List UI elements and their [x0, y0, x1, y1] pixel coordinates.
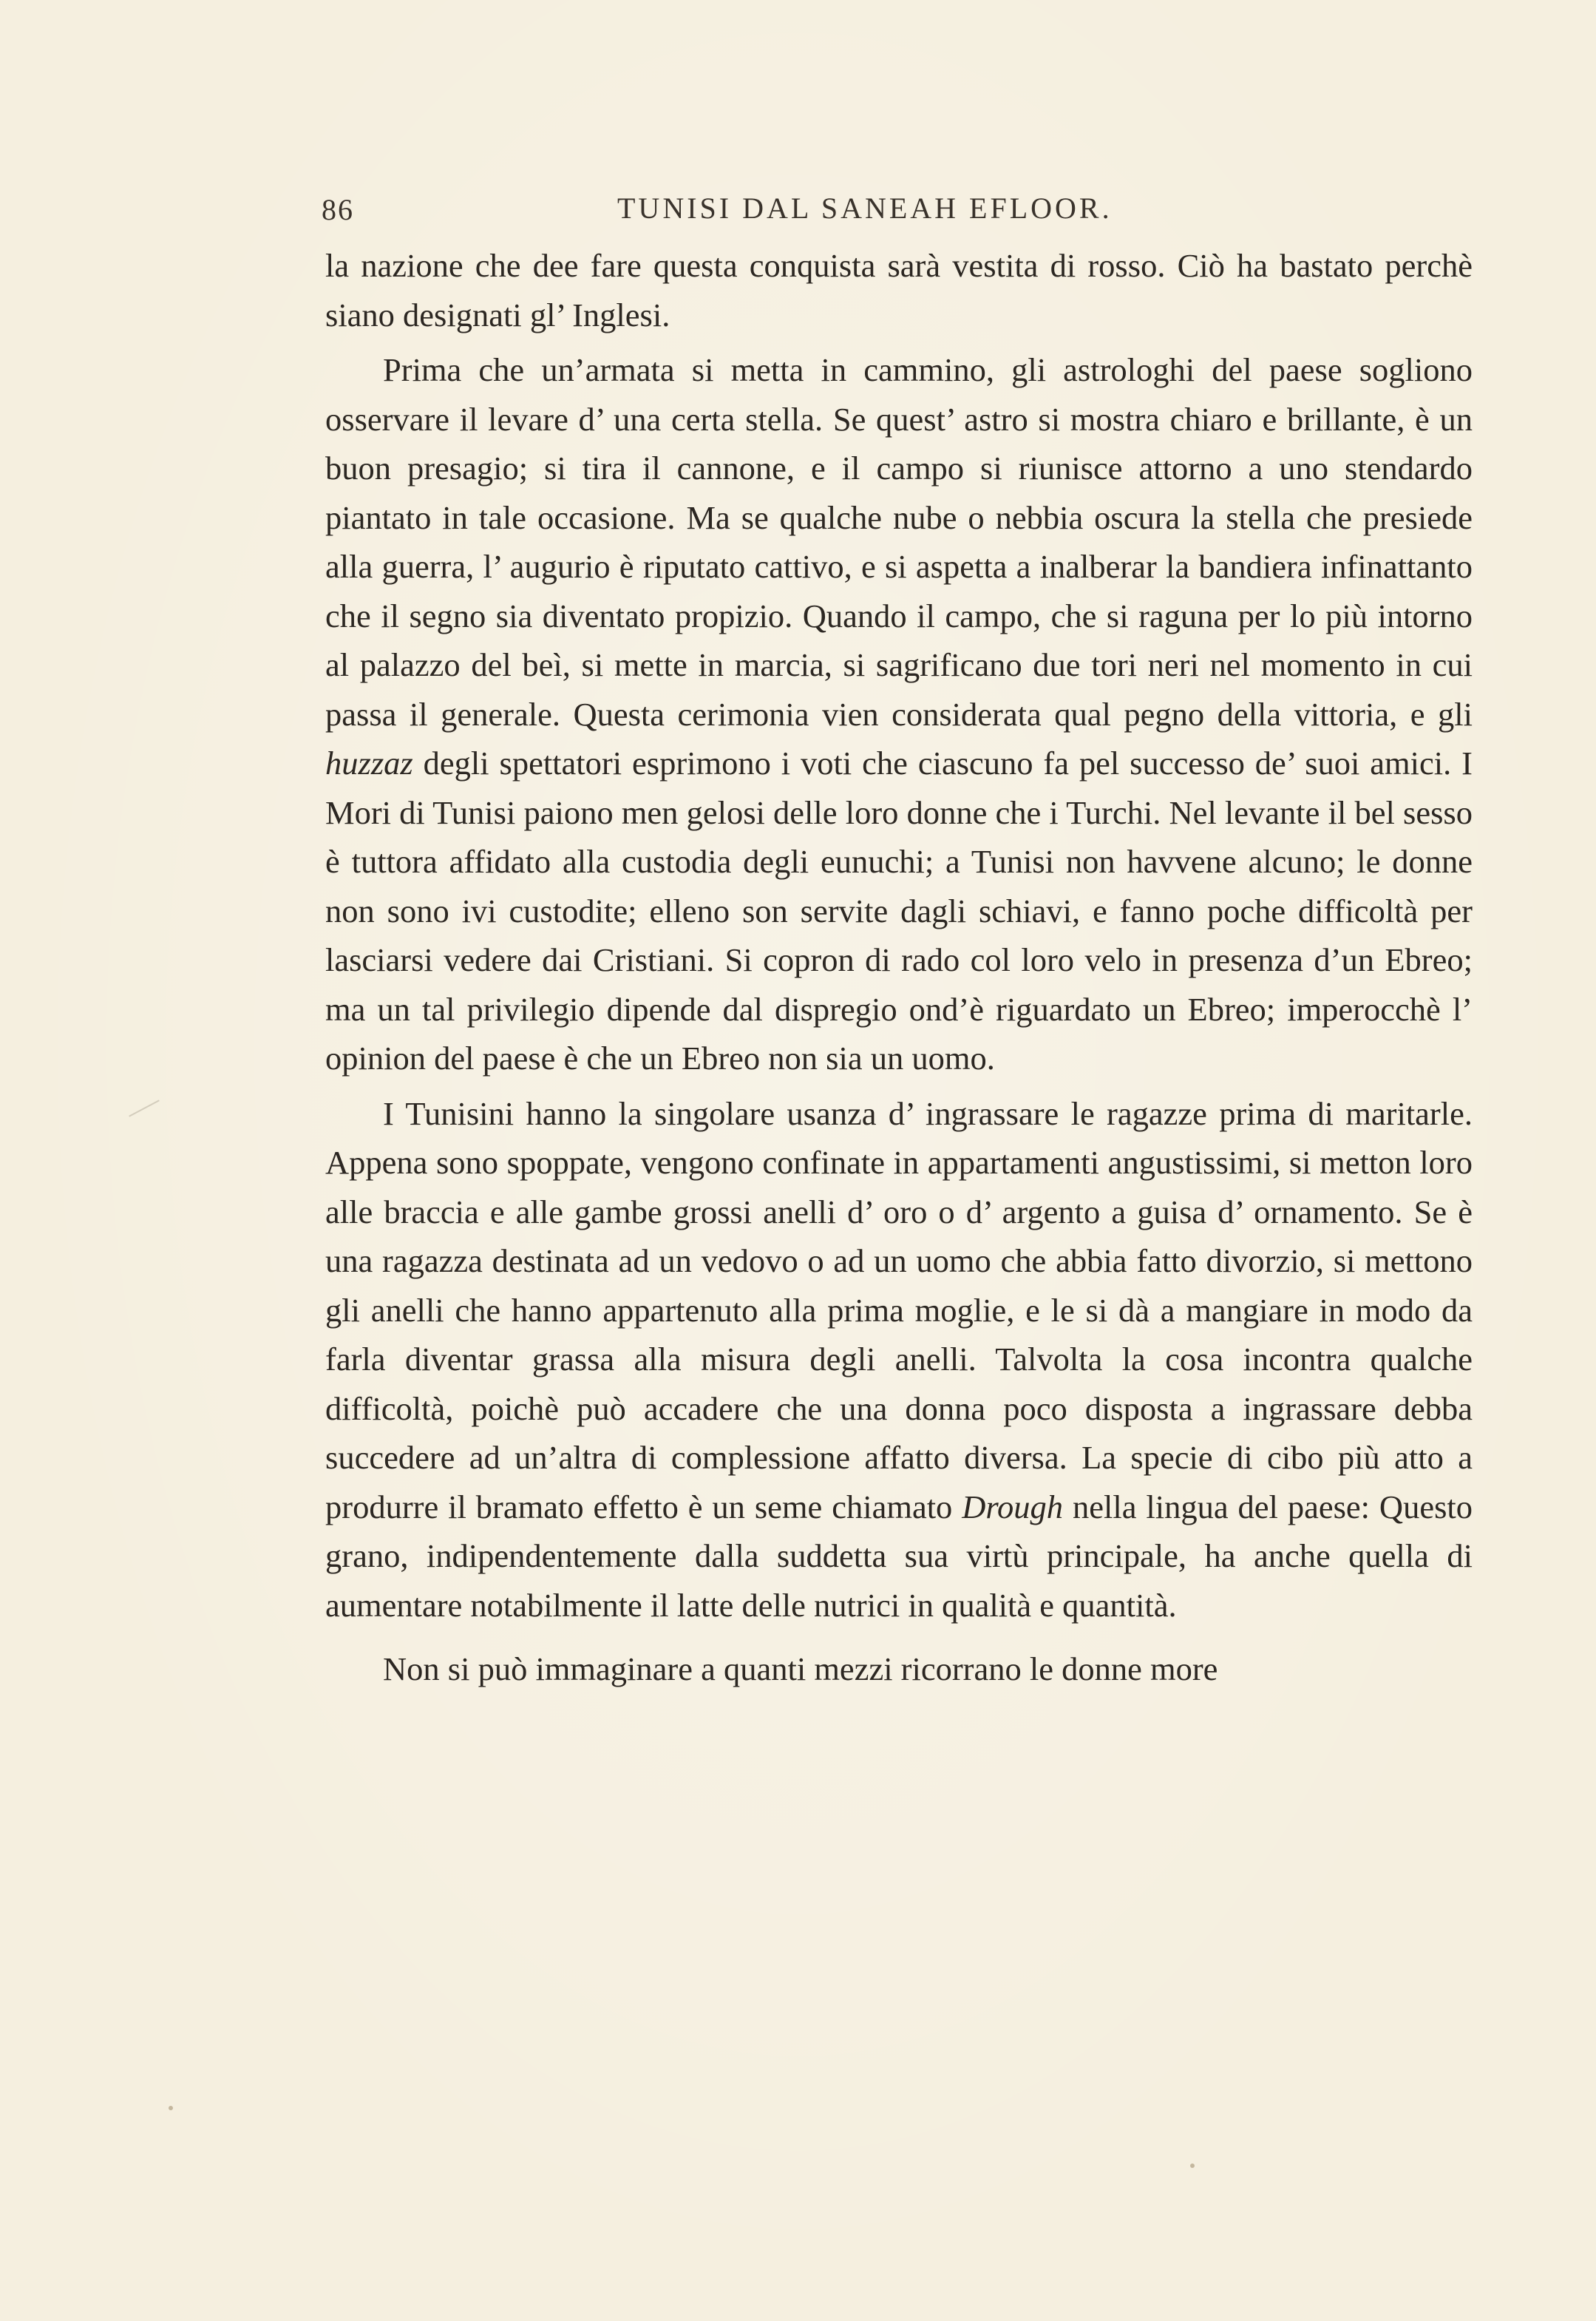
paragraph-text: nella lingua del paese: Questo grano, indipendentemente dalla suddetta sua virtù principale, ha anche quella di aumentare notabilmente il latte delle nutrici in qualità e quantità. [325, 1488, 1473, 1624]
paragraph-text: Prima che un’armata si metta in cammino, gli astrologhi del paese sogliono osservare il levare d’ una certa stella. Se quest’ astro si mostra chiaro e brillante, è un buon presagio; si tira il cannone, e il campo si riunisce attorno a uno stendardo piantato in tale occasione. Ma se qualche nube o nebbia oscura la stella che presiede alla guerra, l’ augurio è riputato cattivo, e si aspetta a inalberar la bandiera infinattanto che il segno sia diventato propizio. Quando il campo, che si raguna per lo più intorno al palazzo del beì, si mette in marcia, si sagrificano due tori neri nel momento in cui passa il generale. Questa cerimonia vien considerata qual pegno della vittoria, e gli [325, 351, 1473, 733]
italic-term-huzzaz: huzzaz [325, 745, 413, 782]
paper-speck [169, 2106, 173, 2110]
paragraph-fattening-custom [325, 1089, 1473, 1630]
paragraph-army-astrology [325, 345, 1473, 1083]
italic-term-drough: Drough [962, 1488, 1064, 1525]
body-text [325, 241, 1473, 1694]
paragraph-text: I Tunisini hanno la singolare usanza d’ ingrassare le ragazze prima di maritarle. Appena sono spoppate, vengono confinate in appartamenti angustissimi, si metton loro alle braccia e alle gambe grossi anelli d’ oro o d’ argento a guisa d’ ornamento. Se è una ragazza destinata ad un vedovo o ad un uomo che abbia fatto divorzio, si mettono gli anelli che hanno appartenuto alla prima moglie, e le si dà a mangiare in modo da farla diventar grassa alla misura degli anelli. Talvolta la cosa incontra qualche difficoltà, poichè può accadere che una donna poco disposta a ingrassare debba succedere ad un’altra di complessione affatto diversa. La specie di cibo più atto a produrre il bramato effetto è un seme chiamato [325, 1094, 1473, 1525]
paragraph-text: degli spettatori esprimono i voti che ciascuno fa pel successo de’ suoi amici. I Mori di Tunisi paiono men gelosi delle loro donne che i Turchi. Nel levante il bel sesso è tuttora affidato alla custodia degli eunuchi; a Tunisi non havvene alcuno; le donne non sono ivi custodite; elleno son servite dagli schiavi, e fanno poche difficoltà per lasciarsi vedere dai Cristiani. Si copron di rado col loro velo in presenza d’un Ebreo; ma un tal privilegio dipende dal dispregio ond’è riguardato un Ebreo; imperocchè l’ opinion del paese è che un Ebreo non sia un uomo. [325, 745, 1473, 1077]
paper-scratch [129, 1099, 160, 1117]
paragraph-text: Non si può immaginare a quanti mezzi ricorrano le donne more [383, 1650, 1218, 1687]
page-number: 86 [322, 193, 354, 226]
paper-speck [1190, 2164, 1195, 2168]
page-header [322, 185, 1475, 237]
paragraph-continuation [325, 241, 1473, 339]
running-title: TUNISI DAL SANEAH EFLOOR. [617, 192, 1113, 225]
paragraph-closing-line [325, 1644, 1473, 1694]
paragraph-text: la nazione che dee fare questa conquista sarà vestita di rosso. Ciò ha bastato perchè siano designati gl’ Inglesi. [325, 247, 1473, 333]
